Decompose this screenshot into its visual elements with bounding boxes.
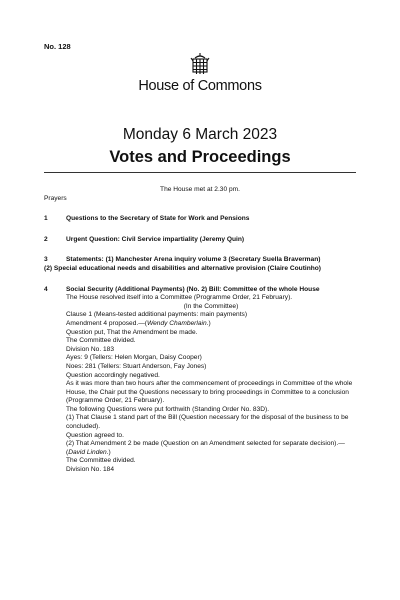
item-number: 1 [44,215,48,223]
item-number: 4 [44,285,48,293]
put-forthwith: The following Questions were put forthwith (Standing Order No. 83D). [66,405,270,413]
question-put: Question put, That the Amendment be made. [66,328,198,336]
house-met: The House met at 2.30 pm. [160,186,240,193]
committee-divided-2: The Committee divided. [66,457,136,465]
item-4 [44,286,356,295]
item-number: 3 [44,256,48,264]
proceedings-body [44,186,356,475]
two-hours-rule: As it was more than two hours after the commencement of proceedings in Committee of the whole House, the Chair put the Questions necessary to bring proceedings in Committee to a conclusion (Programme Order, 21 February). [66,380,353,405]
house-name: House of Commons [138,78,262,94]
amendment-mover: Wendy Chamberlain [147,319,207,327]
title-divider [44,172,356,173]
question-negatived: Question accordingly negatived. [66,371,160,379]
item-text: Statements: (1) Manchester Arena inquiry volume 3 (Secretary Suella Braverman) [66,256,321,264]
division-number: Division No. 183 [66,345,115,353]
amendment-mover: David Linden [68,448,107,456]
prayers: Prayers [44,194,67,202]
resolved-committee: The House resolved itself into a Committee (Programme Order, 21 February). [66,294,293,302]
item-3-sub: (2) Special educational needs and disabilities and alternative provision (Claire Coutinho) [44,264,321,272]
paper-number: No. 128 [44,42,71,51]
question-1: (1) That Clause 1 stand part of the Bill (Question necessary for the disposal of the business to be concluded). [66,414,349,431]
bill-proceedings [66,294,356,474]
ayes: Ayes: 9 (Tellers: Helen Morgan, Daisy Cooper) [66,354,202,362]
in-committee: (In the Committee) [183,302,239,310]
item-1 [44,215,356,224]
item-text: Questions to the Secretary of State for Work and Pensions [66,215,250,223]
noes: Noes: 281 (Tellers: Stuart Anderson, Fay Jones) [66,362,207,370]
portcullis-icon [188,52,212,78]
item-text: Social Security (Additional Payments) (No. 2) Bill: Committee of the whole House [66,285,320,293]
question-agreed: Question agreed to. [66,431,124,439]
clause-1: Clause 1 (Means-tested additional payments: main payments) [66,311,248,319]
item-text: Urgent Question: Civil Service impartiality (Jeremy Quin) [66,235,245,243]
amendment-4: Amendment 4 proposed.—(Wendy Chamberlain.) [66,319,211,327]
item-2 [44,236,356,245]
question-2: (2) That Amendment 2 be made (Question on an Amendment selected for separate decision).—(David Linden.) [66,440,345,456]
item-3 [44,256,356,265]
document-title: Votes and Proceedings [109,148,291,166]
sitting-date: Monday 6 March 2023 [122,126,278,143]
division-number-2: Division No. 184 [66,466,115,474]
committee-divided: The Committee divided. [66,337,136,345]
item-number: 2 [44,235,48,243]
